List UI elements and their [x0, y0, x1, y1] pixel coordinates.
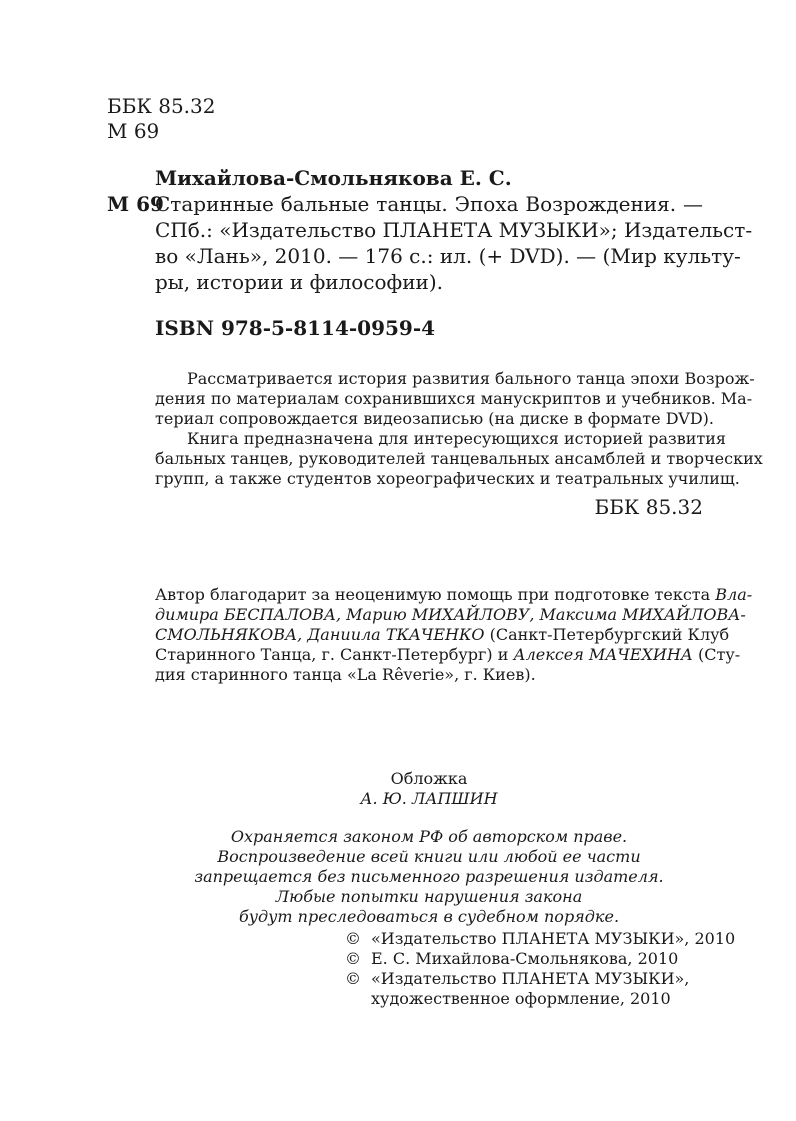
cover-label: Обложка: [390, 769, 468, 788]
acknowledgement-line: СМОЛЬНЯКОВА, Даниила ТКАЧЕНКО (Санкт-Петербургский Клуб: [155, 625, 730, 644]
description-line: СПб.: «Издательство ПЛАНЕТА МУЗЫКИ»; Издательст-: [155, 218, 753, 242]
copyright-notice-line: Воспроизведение всей книги или любой ее части: [217, 847, 641, 866]
annotation-line: дения по материалам сохранившихся манускриптов и учебников. Ма-: [155, 389, 753, 408]
copyright-item-continuation: художественное оформление, 2010: [371, 989, 671, 1008]
isbn: ISBN 978-5-8114-0959-4: [155, 316, 436, 340]
annotation-line: групп, а также студентов хореографических и театральных училищ.: [155, 469, 740, 488]
acknowledgement-line: Старинного Танца, г. Санкт-Петербург) и Алексея МАЧЕХИНА (Сту-: [155, 645, 741, 664]
annotation-line: териал сопровождается видеозаписью (на диске в формате DVD).: [155, 409, 714, 428]
acknowledgement-line: дия старинного танца «La Rêverie», г. Киев).: [155, 665, 536, 684]
acknowledgement-line: Автор благодарит за неоценимую помощь при подготовке текста Вла-: [155, 585, 753, 604]
description-line: Старинные бальные танцы. Эпоха Возрождения. —: [155, 192, 703, 216]
copyright-symbol: ©: [345, 949, 361, 968]
author-name: Михайлова-Смольнякова Е. С.: [155, 166, 512, 190]
copyright-notice-line: будут преследоваться в судебном порядке.: [238, 907, 620, 926]
copyright-symbol: ©: [345, 929, 361, 948]
copyright-item: «Издательство ПЛАНЕТА МУЗЫКИ», 2010: [371, 929, 736, 948]
annotation-line: Книга предназначена для интересующихся историей развития: [187, 429, 726, 448]
description-line: во «Лань», 2010. — 176 с.: ил. (+ DVD). — (Мир культу-: [155, 244, 741, 268]
description-line: ры, истории и философии).: [155, 270, 444, 294]
cover-artist: А. Ю. ЛАПШИН: [360, 789, 498, 808]
copyright-notice-line: Любые попытки нарушения закона: [275, 887, 583, 906]
annotation-line: бальных танцев, руководителей танцевальных ансамблей и творческих: [155, 449, 763, 468]
bbk-code: ББК 85.32: [107, 94, 216, 118]
copyright-notice-line: Охраняется законом РФ об авторском праве.: [230, 827, 628, 846]
author-mark: М 69: [107, 119, 160, 143]
copyright-item: «Издательство ПЛАНЕТА МУЗЫКИ»,: [371, 969, 690, 988]
copyright-item: Е. С. Михайлова-Смольнякова, 2010: [371, 949, 679, 968]
acknowledgement-line: димира БЕСПАЛОВА, Марию МИХАЙЛОВУ, Максима МИХАЙЛОВА-: [155, 605, 746, 624]
copyright-symbol: ©: [345, 969, 361, 988]
record-author-mark: М 69: [107, 192, 164, 216]
annotation-bbk-code: ББК 85.32: [594, 495, 703, 519]
copyright-notice-line: запрещается без письменного разрешения издателя.: [194, 867, 664, 886]
annotation-line: Рассматривается история развития бального танца эпохи Возрож-: [187, 369, 755, 388]
